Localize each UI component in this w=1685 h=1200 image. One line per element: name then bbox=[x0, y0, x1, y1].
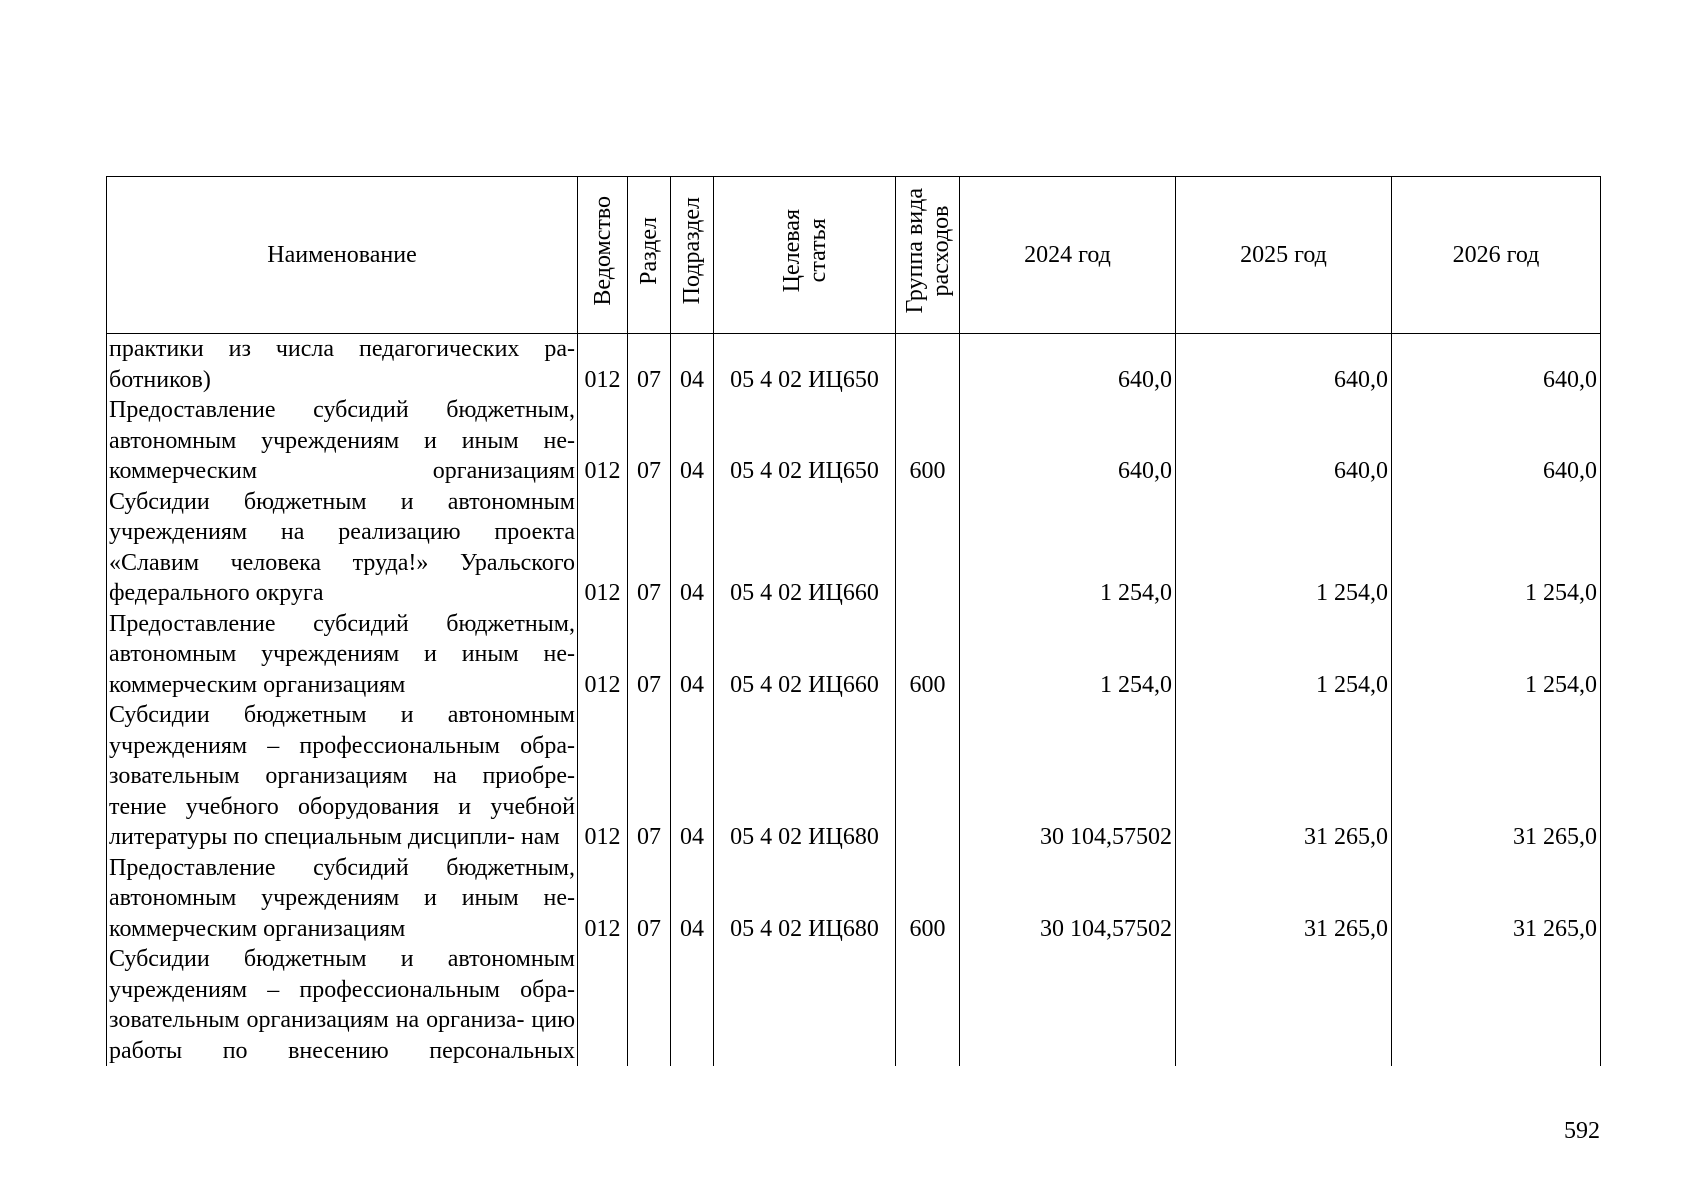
row-2026: 1 254,0 bbox=[1392, 487, 1601, 609]
row-razdel: 07 bbox=[628, 487, 671, 609]
table-row bbox=[107, 395, 1601, 487]
row-2026: 31 265,0 bbox=[1392, 700, 1601, 853]
row-vedomstvo: 012 bbox=[578, 700, 628, 853]
row-razdel: 07 bbox=[628, 609, 671, 701]
header-gruppa-vida-rashodov: Группа вида расходов bbox=[896, 177, 960, 334]
row-2024: 640,0 bbox=[960, 334, 1176, 396]
row-name: Субсидии бюджетным и автономным учреждениям – профессиональным обра- зовательным организациям на организа- цию работы по внесению персональных bbox=[107, 944, 578, 1066]
header-name: Наименование bbox=[107, 177, 578, 334]
row-2024 bbox=[960, 944, 1176, 1066]
row-celevaya-statya: 05 4 02 ИЦ650 bbox=[714, 395, 896, 487]
row-gruppa bbox=[896, 700, 960, 853]
row-2026: 640,0 bbox=[1392, 334, 1601, 396]
row-2026: 640,0 bbox=[1392, 395, 1601, 487]
row-2024: 30 104,57502 bbox=[960, 853, 1176, 945]
row-razdel: 07 bbox=[628, 395, 671, 487]
row-podrazdel: 04 bbox=[671, 395, 714, 487]
header-podrazdel: Подраздел bbox=[671, 177, 714, 334]
row-name: практики из числа педагогических ра- ботников) bbox=[107, 334, 578, 396]
row-2026: 31 265,0 bbox=[1392, 853, 1601, 945]
row-gruppa: 600 bbox=[896, 609, 960, 701]
row-celevaya-statya bbox=[714, 944, 896, 1066]
row-vedomstvo bbox=[578, 944, 628, 1066]
table-row bbox=[107, 944, 1601, 1066]
row-2024: 1 254,0 bbox=[960, 609, 1176, 701]
row-razdel bbox=[628, 944, 671, 1066]
row-2025: 640,0 bbox=[1176, 334, 1392, 396]
row-celevaya-statya: 05 4 02 ИЦ650 bbox=[714, 334, 896, 396]
row-podrazdel: 04 bbox=[671, 334, 714, 396]
row-2025: 640,0 bbox=[1176, 395, 1392, 487]
page-number: 592 bbox=[1564, 1118, 1600, 1144]
row-gruppa bbox=[896, 487, 960, 609]
row-gruppa: 600 bbox=[896, 853, 960, 945]
row-2025: 31 265,0 bbox=[1176, 853, 1392, 945]
row-podrazdel: 04 bbox=[671, 487, 714, 609]
row-razdel: 07 bbox=[628, 700, 671, 853]
row-vedomstvo: 012 bbox=[578, 334, 628, 396]
row-2026 bbox=[1392, 944, 1601, 1066]
row-2025 bbox=[1176, 944, 1392, 1066]
row-2024: 30 104,57502 bbox=[960, 700, 1176, 853]
header-vedomstvo: Ведомство bbox=[578, 177, 628, 334]
row-2025: 1 254,0 bbox=[1176, 609, 1392, 701]
row-podrazdel: 04 bbox=[671, 853, 714, 945]
row-celevaya-statya: 05 4 02 ИЦ680 bbox=[714, 700, 896, 853]
table-row bbox=[107, 700, 1601, 853]
row-name: Предоставление субсидий бюджетным, автономным учреждениям и иным не- коммерческим организациям bbox=[107, 395, 578, 487]
table-row bbox=[107, 609, 1601, 701]
row-vedomstvo: 012 bbox=[578, 609, 628, 701]
row-name: Субсидии бюджетным и автономным учреждениям на реализацию проекта «Славим человека труда!» Уральского федерального округа bbox=[107, 487, 578, 609]
row-name: Предоставление субсидий бюджетным, автономным учреждениям и иным не- коммерческим организациям bbox=[107, 853, 578, 945]
row-podrazdel bbox=[671, 944, 714, 1066]
header-celevaya-statya: Целевая статья bbox=[714, 177, 896, 334]
budget-table bbox=[106, 176, 1601, 1066]
row-gruppa: 600 bbox=[896, 395, 960, 487]
row-2025: 1 254,0 bbox=[1176, 487, 1392, 609]
header-2025: 2025 год bbox=[1176, 177, 1392, 334]
header-razdel: Раздел bbox=[628, 177, 671, 334]
row-name: Субсидии бюджетным и автономным учреждениям – профессиональным обра- зовательным организациям на приобре- тение учебного оборудования и учебной литературы по специальным дисципли- нам bbox=[107, 700, 578, 853]
row-celevaya-statya: 05 4 02 ИЦ660 bbox=[714, 609, 896, 701]
row-2024: 1 254,0 bbox=[960, 487, 1176, 609]
row-vedomstvo: 012 bbox=[578, 395, 628, 487]
row-razdel: 07 bbox=[628, 334, 671, 396]
row-gruppa bbox=[896, 334, 960, 396]
row-celevaya-statya: 05 4 02 ИЦ660 bbox=[714, 487, 896, 609]
table-header-row bbox=[107, 177, 1601, 334]
row-2025: 31 265,0 bbox=[1176, 700, 1392, 853]
table-row bbox=[107, 334, 1601, 396]
row-celevaya-statya: 05 4 02 ИЦ680 bbox=[714, 853, 896, 945]
row-2024: 640,0 bbox=[960, 395, 1176, 487]
row-gruppa bbox=[896, 944, 960, 1066]
row-2026: 1 254,0 bbox=[1392, 609, 1601, 701]
row-vedomstvo: 012 bbox=[578, 487, 628, 609]
row-vedomstvo: 012 bbox=[578, 853, 628, 945]
row-name: Предоставление субсидий бюджетным, автономным учреждениям и иным не- коммерческим организациям bbox=[107, 609, 578, 701]
header-2026: 2026 год bbox=[1392, 177, 1601, 334]
row-razdel: 07 bbox=[628, 853, 671, 945]
header-2024: 2024 год bbox=[960, 177, 1176, 334]
row-podrazdel: 04 bbox=[671, 700, 714, 853]
table-row bbox=[107, 487, 1601, 609]
row-podrazdel: 04 bbox=[671, 609, 714, 701]
table-row bbox=[107, 853, 1601, 945]
